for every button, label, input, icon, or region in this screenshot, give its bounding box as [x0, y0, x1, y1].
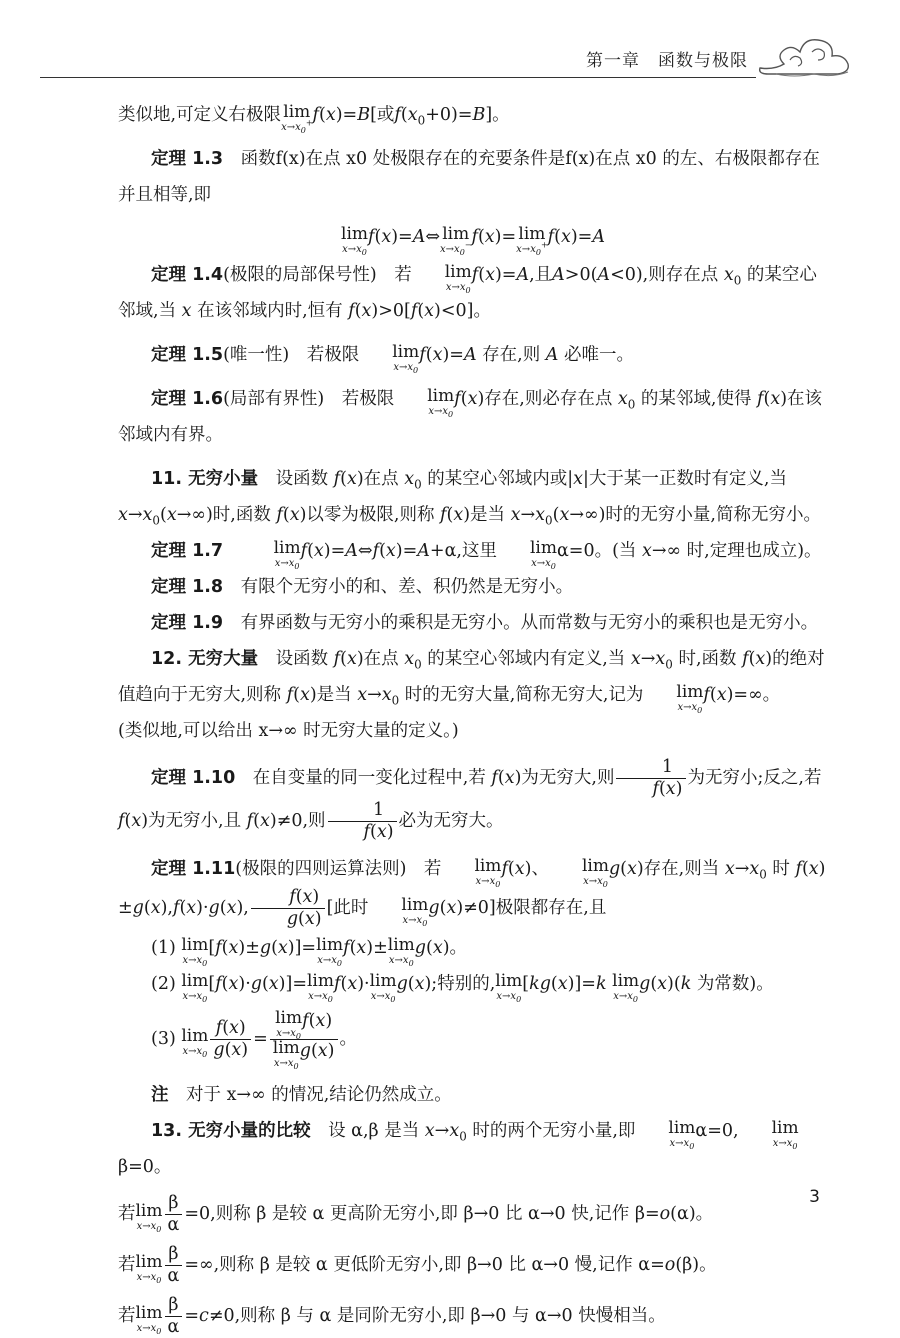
comparison-same-order: 若 lim $x\to x_0$ $\frac{\beta}{\alpha}$ =c≠0,则称 β 与 α 是同阶无穷小,即 β→0 与 α→0 快慢相当。: [118, 1295, 666, 1337]
page-body: [118, 97, 828, 1338]
theorem-1-4: 定理 1.4(极限的局部保号性) 若 lim $x\to x_0$ f(x)=A,且A>0(A<0),则存在点 $x_0$ 的某空心邻域,当 x 在该邻域内时,恒有 f(x)>0[f(x)<0]。: [118, 262, 817, 321]
cloud-ornament-icon: [754, 30, 854, 80]
chapter-label: 第一章: [586, 51, 640, 71]
section-12-note: (类似地,可以给出 x→∞ 时无穷大量的定义。): [118, 721, 459, 741]
page-number: 3: [809, 1187, 820, 1207]
section-13-comparison: 13. 无穷小量的比较 设 α,β 是当 $x\to x_0$ 时的两个无穷小量,即 lim $x\to x_0$ α=0, lim $x\to x_0$ β=0。: [118, 1118, 799, 1177]
rule-2-product: (2) lim $x\to x_0$ [f(x)·g(x)]= lim $x\to x_0$ f(x)· lim $x\to x_0$ g(x);特别的, lim $x\to x_0$ [kg(x)]=k lim $x\to x_0$ g(x)(k 为常数)。: [151, 971, 774, 1004]
rule-3-quotient: (3) lim $x\to x_0$ $\frac{f(x)}{g(x)}$ = lim $x\to x_0$ f(x) lim $x\to x_0$ g(x) 。: [151, 1008, 357, 1071]
theorem-1-7: 定理 1.7 lim $x\to x_0$ f(x)=A⇔f(x)=A+α,这里 lim $x\to x_0$ α=0。(当 x→∞ 时,定理也成立)。: [151, 538, 822, 571]
section-12-infinity: 12. 无穷大量 设函数 f(x)在点 $x_0$ 的某空心邻域内有定义,当 $x\to x_0$ 时,函数 f(x)的绝对值趋向于无穷大,则称 f(x)是当 $x\to x_0$ 时的无穷大量,简称无穷大,记为 lim $x\to x_0$ f(x)=∞。: [118, 649, 825, 715]
comparison-lower-order: 若 lim $x\to x_0$ $\frac{\beta}{\alpha}$ =∞,则称 β 是较 α 更低阶无穷小,即 β→0 比 α→0 慢,记作 α=o(β)。: [118, 1244, 717, 1286]
theorem-1-9: 定理 1.9 有界函数与无穷小的乘积是无穷小。从而常数与无穷小的乘积也是无穷小。: [151, 613, 819, 633]
page-header: [40, 30, 860, 82]
theorem-1-3: 定理 1.3 函数f(x)在点 x0 处极限存在的充要条件是f(x)在点 x0 的左、右极限都存在并且相等,即: [118, 149, 820, 205]
section-11-infinitesimal: 11. 无穷小量 设函数 f(x)在点 $x_0$ 的某空心邻域内或|x|大于某一正数时有定义,当 $x\to x_0(x\to\infty)$时,函数 f(x)以零为极限,则称 f(x)是当 $x\to x_0(x\to\infty)$时的无穷小量,简称无穷小。: [118, 469, 821, 528]
running-title: [586, 46, 748, 71]
rule-1-sum: (1) lim $x\to x_0$ [f(x)±g(x)]= lim $x\to x_0$ f(x)± lim $x\to x_0$ g(x)。: [151, 935, 468, 968]
theorem-1-6: 定理 1.6(局部有界性) 若极限 lim $x\to x_0$ f(x)存在,则必存在点 $x_0$ 的某邻域,使得 f(x)在该邻域内有界。: [118, 386, 823, 445]
theorem-1-3-formula: lim $x\to x_0$ f(x)=A⇔ lim $x\to x_0^-$ f(x)= lim $x\to x_0^+$ f(x)=A: [341, 224, 605, 257]
header-rule: [40, 77, 756, 78]
right-limit-paragraph: 类似地,可定义右极限 lim $x\to x_0^+$ f(x)=B[或$f(x_0+0)=B$]。: [118, 102, 510, 135]
theorem-1-8: 定理 1.8 有限个无穷小的和、差、积仍然是无穷小。: [151, 577, 574, 597]
theorem-1-5: 定理 1.5(唯一性) 若极限 lim $x\to x_0$ f(x)=A 存在,则 A 必唯一。: [151, 342, 634, 375]
chapter-title: 函数与极限: [658, 51, 748, 71]
theorem-1-10: 定理 1.10 在自变量的同一变化过程中,若 f(x)为无穷大,则 $\frac{1}{f(x)}$ 为无穷小;反之,若 f(x)为无穷小,且 f(x)≠0,则 $\frac{1}{f(x)}$ 必为无穷大。: [118, 757, 822, 842]
comparison-higher-order: 若 lim $x\to x_0$ $\frac{\beta}{\alpha}$ =0,则称 β 是较 α 更高阶无穷小,即 β→0 比 α→0 快,记作 β=o(α)。: [118, 1193, 714, 1235]
note-paragraph: 注 对于 x→∞ 的情况,结论仍然成立。: [151, 1085, 452, 1105]
theorem-1-11: 定理 1.11(极限的四则运算法则) 若 lim $x\to x_0$ f(x)、 lim $x\to x_0$ g(x)存在,则当 $x\to x_0$ 时 f(x)±g(x),f(x)·g(x), $\frac{f(x)}{g(x)}$ [此时 lim $x\to x_0$ g(x)≠0]极限都存在,且: [118, 856, 826, 929]
